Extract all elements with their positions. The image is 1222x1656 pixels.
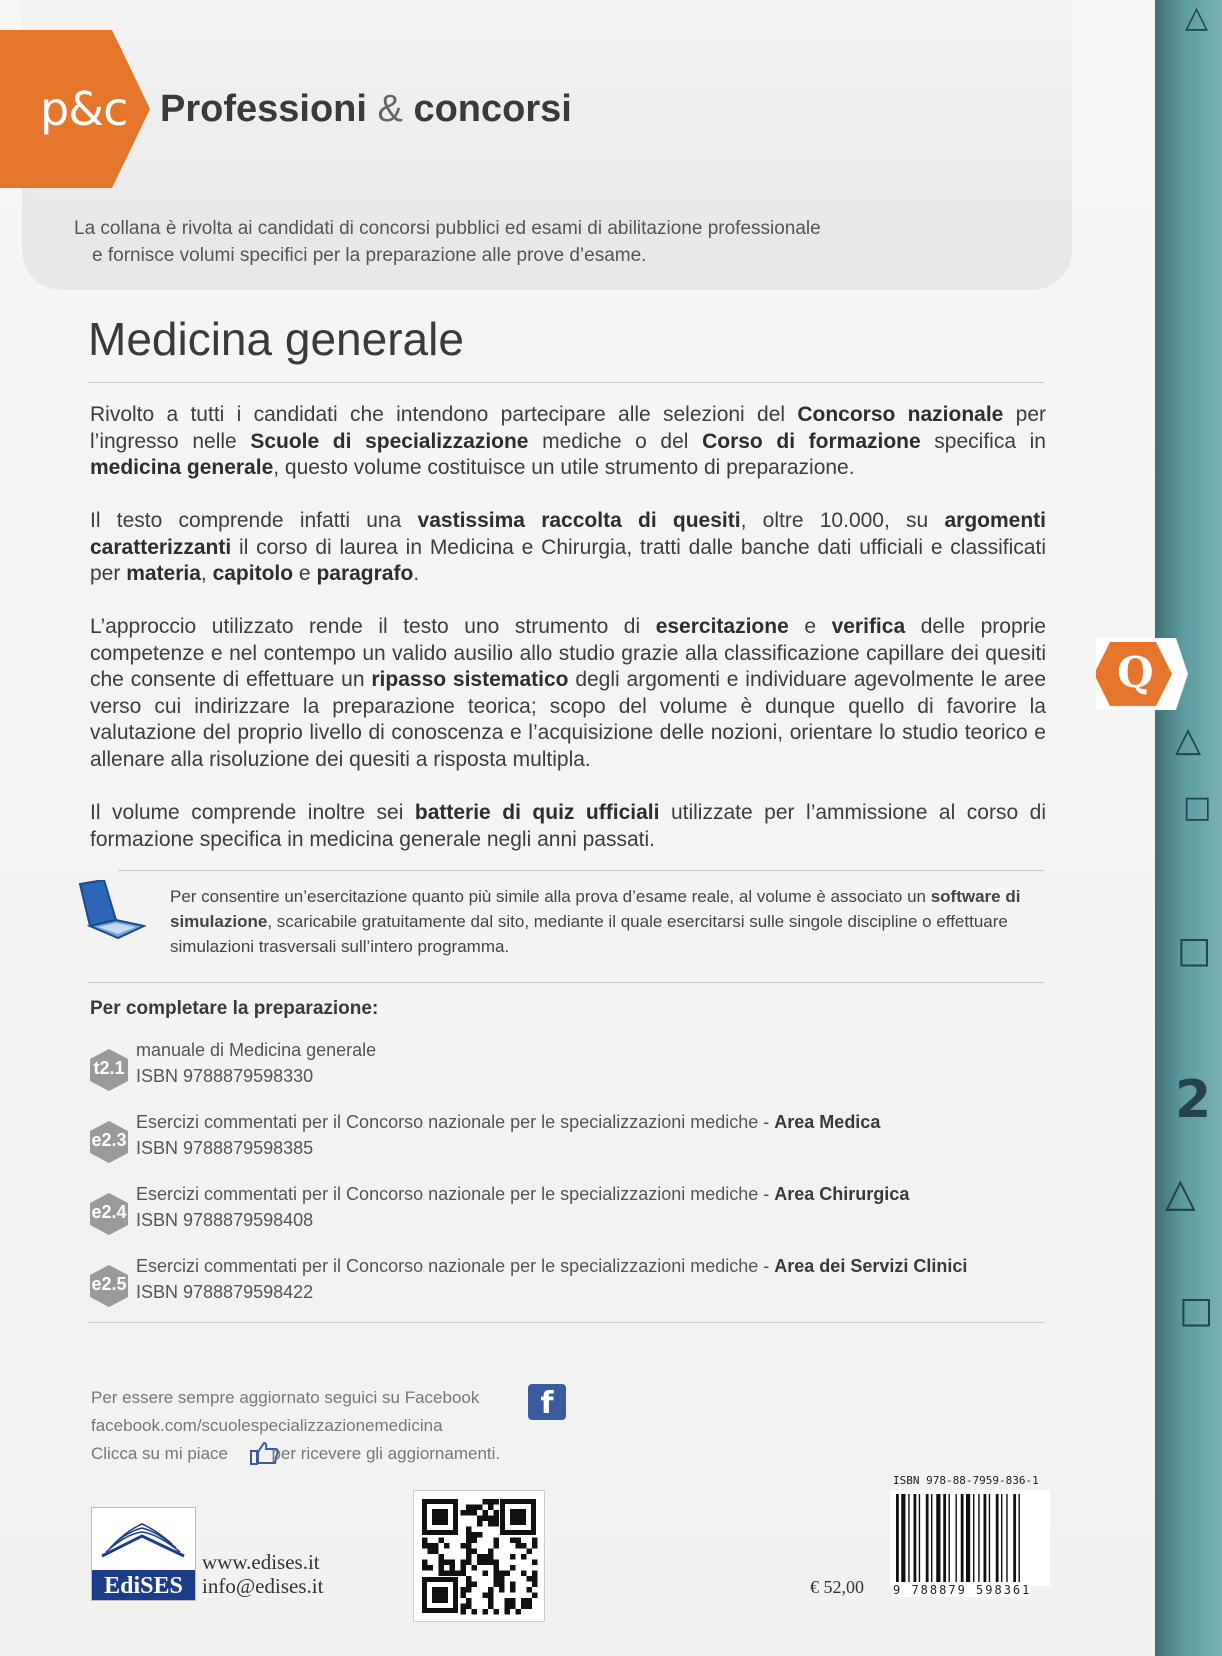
body-text: Rivolto a tutti i candidati che intendono partecipare alle selezioni del (90, 403, 798, 426)
body-text: utilizzate per l’ammissione al corso di formazione specifica in medicina generale negli anni passati. (90, 801, 1046, 851)
description-paragraph-2 (90, 508, 1046, 588)
spine-glyph: □ (1177, 930, 1212, 971)
title-isbn: ISBN 9788879598408 (136, 1210, 314, 1230)
series-title (160, 88, 572, 131)
divider (88, 982, 1045, 983)
description-paragraph-4 (90, 800, 1046, 853)
qr-code (413, 1490, 545, 1622)
title-area: Area dei Servizi Clinici (774, 1256, 968, 1276)
publisher-website: www.edises.it (202, 1550, 320, 1574)
body-text: , scaricabile gratuitamente dal sito, mediante il quale esercitarsi sulle singole discipline o effettuare simulazioni trasversali sull’intero programma. (170, 912, 1008, 956)
body-text: il corso di laurea in Medicina e Chirurgia, tratti dalle banche dati ufficiali e classificati per (90, 535, 1046, 585)
body-text: , (200, 562, 213, 585)
title-code: e2.3 (91, 1130, 127, 1150)
title-area: Area Chirurgica (774, 1184, 910, 1204)
open-book-icon (92, 1508, 195, 1568)
emphasis-text: materia (126, 562, 201, 585)
body-text: . (413, 562, 420, 585)
spine-glyph: △ (1165, 1170, 1196, 1216)
series-name-b: concorsi (413, 88, 572, 130)
barcode-isbn: ISBN 978-88-7959-836-1 (893, 1474, 1039, 1487)
emphasis-text: esercitazione (655, 615, 789, 638)
emphasis-text: batterie di quiz ufficiali (414, 801, 660, 824)
price: € 52,00 (810, 1577, 864, 1597)
like-text (91, 1444, 500, 1464)
publisher-contact (202, 1550, 323, 1598)
emphasis-text: Corso di formazione (702, 429, 921, 453)
title-text (136, 1184, 909, 1205)
emphasis-text: capitolo (212, 562, 294, 585)
title-isbn: ISBN 9788879598330 (136, 1066, 314, 1086)
software-note (170, 884, 1050, 959)
title-code: t2.1 (93, 1058, 125, 1078)
book-title: Medicina generale (88, 313, 464, 365)
publisher-logo (91, 1507, 196, 1601)
emphasis-text: verifica (831, 615, 906, 638)
spine-glyph: □ (1179, 1290, 1214, 1331)
body-text: Per consentire un’esercitazione quanto più simile alla prova d’esame reale, al volume è associato un (170, 887, 931, 906)
divider (88, 1322, 1045, 1323)
title-name: Esercizi commentati per il Concorso nazionale per le specializzazioni mediche - (136, 1112, 775, 1132)
emphasis-text: Scuole di specializzazione (250, 429, 529, 453)
emphasis-text: software di simulazione (170, 887, 1021, 931)
facebook-text: Per essere sempre aggiornato seguici su Facebook (91, 1388, 480, 1407)
body-text: L’approccio utilizzato rende il testo uno strumento di (90, 615, 656, 638)
title-name: manuale di Medicina generale (136, 1040, 377, 1060)
barcode-digits: 9 788879 598361 (893, 1583, 1032, 1597)
publisher-email: info@edises.it (202, 1574, 324, 1598)
title-text (136, 1112, 880, 1133)
body-text: , oltre 10.000, su (740, 509, 945, 532)
facebook-icon: f (528, 1384, 566, 1420)
q-badge-letter: Q (1117, 648, 1154, 697)
book-spine (1155, 0, 1222, 1656)
spine-glyph: 2 (1175, 1070, 1212, 1130)
series-name-a: Professioni (160, 88, 367, 130)
emphasis-text: ripasso sistematico (371, 668, 569, 691)
spine-glyph: △ (1175, 720, 1202, 760)
series-intro-line: e fornisce volumi specifici per la preparazione alle prove d’esame. (92, 245, 647, 266)
series-ampersand: & (377, 88, 403, 130)
emphasis-text: argomenti caratterizzanti (90, 509, 1046, 559)
emphasis-text: medicina generale (90, 456, 274, 479)
body-text: specifica in (920, 429, 1046, 453)
title-isbn: ISBN 9788879598385 (136, 1138, 314, 1158)
title-isbn: ISBN 9788879598422 (136, 1282, 314, 1302)
description-paragraph-3 (90, 614, 1046, 773)
body-text: degli argomenti e individuare agevolmente le aree verso cui indirizzare la preparazione teorica; scopo del volume è dunque quello di favorire la valutazione del proprio livello di conoscenza e l’acquisizione delle nozioni, orientare lo studio teorico e allenare alla risoluzione dei quesiti a risposta multipla. (90, 668, 1047, 771)
description-paragraph-1 (90, 402, 1046, 482)
title-name: Esercizi commentati per il Concorso nazionale per le specializzazioni mediche - (136, 1184, 775, 1204)
body-text: , questo volume costituisce un utile strumento di preparazione. (273, 456, 855, 479)
body-text: per l’ingresso nelle (90, 403, 1046, 453)
emphasis-text: vastissima raccolta di quesiti (417, 509, 741, 532)
divider (118, 870, 1045, 871)
spine-glyph: □ (1183, 790, 1212, 825)
title-area: Area Medica (774, 1112, 881, 1132)
title-code: e2.4 (91, 1202, 127, 1222)
series-intro (74, 215, 974, 269)
title-text (136, 1256, 967, 1277)
like-text-b: per ricevere gli aggiornamenti. (271, 1444, 501, 1463)
complete-heading: Per completare la preparazione: (90, 998, 379, 1019)
laptop-icon (74, 880, 146, 942)
thumbs-up-icon (250, 1441, 280, 1465)
body-text: e (293, 562, 317, 585)
barcode (890, 1476, 1050, 1596)
body-text: Il testo comprende infatti una (90, 509, 418, 532)
emphasis-text: Concorso nazionale (797, 403, 1004, 426)
body-text: delle proprie competenze e nel contempo un valido ausilio allo studio grazie alla classificazione capillare dei quesiti che consente di effettuare un (90, 615, 1046, 691)
series-badge-text: p&c (40, 82, 128, 136)
emphasis-text: paragrafo (316, 562, 414, 585)
title-text (136, 1040, 376, 1061)
spine-glyph: △ (1185, 0, 1209, 35)
like-text-a: Clicca su mi piace (91, 1444, 228, 1463)
title-name: Esercizi commentati per il Concorso nazionale per le specializzazioni mediche - (136, 1256, 775, 1276)
title-code: e2.5 (91, 1274, 127, 1294)
body-text: mediche o del (528, 429, 703, 453)
series-intro-line: La collana è rivolta ai candidati di concorsi pubblici ed esami di abilitazione professionale (74, 218, 821, 239)
body-text: e (788, 615, 832, 638)
facebook-url: facebook.com/scuolespecializzazionemedicina (91, 1416, 443, 1435)
publisher-name: EdiSES (92, 1570, 195, 1600)
divider (88, 382, 1045, 383)
body-text: Il volume comprende inoltre sei (90, 801, 415, 824)
